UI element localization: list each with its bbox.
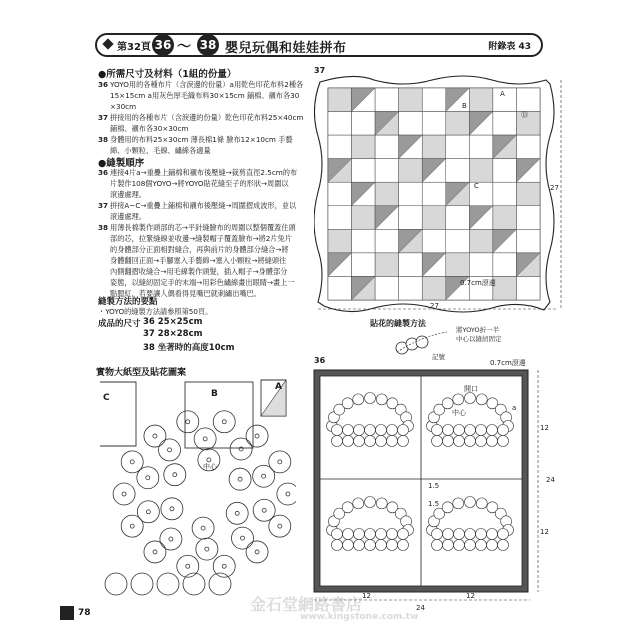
quilt-36-yoyo (465, 497, 476, 508)
yoyo-center-dot (262, 474, 266, 478)
quilt-37-patch (352, 229, 376, 253)
pattern-a-triangle (261, 380, 286, 416)
yoyo-pattern-diagram (96, 376, 296, 602)
quilt-36-yoyo (376, 540, 387, 551)
yoyo-center-dot (286, 492, 290, 496)
quilt-36-yoyo (465, 540, 476, 551)
quilt-36-yoyo (398, 425, 409, 436)
steps-line: 36 連接4片a→重疊上鋪棉和襯布後壓縫→裁剪直徑2.5cm的布 (98, 168, 298, 177)
quilt-36-yoyo (498, 529, 509, 540)
quilt-37-patch (493, 253, 517, 277)
quilt-36-yoyo (476, 425, 487, 436)
quilt-36-yoyo (453, 394, 464, 405)
quilt-36-yoyo (398, 529, 409, 540)
quilt-36-yoyo (354, 425, 365, 436)
quilt-36-yoyo (376, 498, 387, 509)
quilt-37-label-b: B (462, 102, 467, 110)
pattern-label-c: C (103, 393, 110, 403)
quilt-37-patch (328, 182, 352, 206)
applique-note-3: 記號 (432, 353, 445, 361)
quilt-36-yoyo (387, 436, 398, 447)
quilt-36-yoyo (498, 540, 509, 551)
quilt-36-dim-15a: 1.5 (428, 482, 440, 490)
quilt-37-patch (493, 159, 517, 183)
yoyo-center-dot (235, 511, 239, 515)
yoyo-circle (164, 464, 186, 486)
quilt-36-yoyo (343, 425, 354, 436)
steps-line: 片製作108個YOYO→將YOYO貼花縫至子的形狀→周圍以 (110, 179, 289, 188)
steps-list (98, 167, 308, 299)
yoyo-center-dot (186, 564, 190, 568)
quilt-36-yoyo (354, 436, 365, 447)
yoyo-circle (213, 411, 235, 433)
steps-line: 內側翻摺收縫合→用毛線製作頭髮，插入帽子→身體部分 (110, 267, 288, 276)
quilt-37-patch (446, 112, 470, 136)
quilt-37-patch (446, 159, 470, 183)
quilt-37-patch (422, 206, 446, 230)
quilt-36-dim-12b: 12 (540, 528, 549, 536)
yoyo-circle (144, 425, 166, 447)
quilt-36-yoyo (365, 393, 376, 404)
yoyo-center-dot (205, 547, 209, 551)
yoyo-center-dot (146, 476, 150, 480)
quilt-37-patch (328, 135, 352, 159)
quilt-36-yoyo (487, 436, 498, 447)
steps-line: 身體翻回正面→手腳塞入手藝綿→塞入小顆粒→將縫頭往 (110, 256, 287, 265)
page-title: 嬰兒玩偶和娃娃拼布 (225, 41, 347, 56)
steps-line: 的身體部分正面相對縫合，再與前片的身體部分縫合→將 (110, 245, 289, 254)
quilt-37-patch (516, 112, 540, 136)
quilt-37-patch (516, 229, 540, 253)
quilt-37-patch (493, 112, 517, 136)
quilt-36-dim-12c: 12 (362, 592, 371, 600)
quilt-37-patch (422, 88, 446, 112)
tips-text: ・YOYO的縫製方法請參照第50頁。 (98, 307, 213, 316)
yoyo-center-dot (222, 564, 226, 568)
yoyo-center-dot (201, 526, 205, 530)
yoyo-center-dot (278, 460, 282, 464)
quilt-36-dim-15b: 1.5 (428, 500, 440, 508)
materials-line: 15×15cm a用灰色厚毛織布料30×15cm 鋪棉、襯布各30 (110, 91, 300, 100)
quilt-37-patchwork (328, 88, 540, 300)
steps-line: 38 用薄長棉製作頭部的芯→平針縫臉布的周圍以整個覆蓋住頭 (98, 223, 296, 232)
yoyo-circle (105, 573, 127, 595)
appendix-reference: 附錄表 43 (488, 42, 531, 52)
quilt-37-patch (469, 135, 493, 159)
quilt-37-patch (516, 135, 540, 159)
yoyo-circles (105, 411, 296, 595)
size-36: 36 25×25cm (143, 317, 203, 327)
quilt-37-label-13: ⑬ (521, 111, 528, 119)
quilt-36-yoyo (432, 540, 443, 551)
quilt-36-yoyo (376, 394, 387, 405)
yoyo-circle (277, 483, 296, 505)
quilt-36-yoyo (365, 497, 376, 508)
pattern-center-label: 中心 (203, 463, 217, 471)
pattern-label-a: A (275, 382, 282, 392)
yoyo-circle (229, 468, 251, 490)
quilt-37-patch (375, 159, 399, 183)
quilt-37-patch (422, 112, 446, 136)
quilt-36-yoyo (387, 425, 398, 436)
quilt-37-patch (399, 253, 423, 277)
quilt-36-yoyo (442, 502, 453, 513)
applique-note-1: 將YOYO折一半 (456, 326, 500, 334)
quilt-37-label-c: C (474, 182, 479, 190)
steps-line: 滾邊處理。 (110, 190, 146, 199)
tips-heading: 縫製方法的要點 (98, 297, 158, 307)
sizes-heading: 成品的尺寸 (98, 319, 141, 329)
quilt-37-patch (493, 206, 517, 230)
yoyo-circle (113, 483, 135, 505)
quilt-36-yoyo (443, 425, 454, 436)
quilt-37-patch (328, 112, 352, 136)
yoyo-circle (192, 517, 214, 539)
quilt-36-yoyo (376, 425, 387, 436)
quilt-36-yoyo (354, 529, 365, 540)
yoyo-circle (137, 467, 159, 489)
pattern-c-frame (100, 382, 136, 446)
quilt-37-patch (352, 253, 376, 277)
quilt-36-center: 中心 (452, 409, 466, 417)
quilt-36-yoyo (443, 436, 454, 447)
quilt-36-yoyo (443, 529, 454, 540)
quilt-36-yoyo (453, 498, 464, 509)
quilt-36-yoyo (332, 540, 343, 551)
quilt-36-yoyo (332, 436, 343, 447)
quilt-36-yoyo (443, 540, 454, 551)
yoyo-center-dot (170, 507, 174, 511)
quilt-36-yoyo (432, 529, 443, 540)
diamond-bullet-icon (102, 38, 113, 49)
yoyo-center-dot (278, 524, 282, 528)
watermark-url: www.kingstone.com.tw (300, 612, 419, 622)
yoyo-circle (161, 498, 183, 520)
quilt-36-yoyo (465, 529, 476, 540)
materials-list (98, 79, 308, 156)
quilt-37-patch (328, 206, 352, 230)
yoyo-circle (194, 428, 216, 450)
quilt-37-patch (352, 135, 376, 159)
quilt-36-dim-12a: 12 (540, 424, 549, 432)
quilt-37-patch (328, 229, 352, 253)
quilt-36-yoyo (376, 529, 387, 540)
quilt-37-patch (493, 276, 517, 300)
quilt-37-patch (422, 229, 446, 253)
yoyo-circle (183, 573, 205, 595)
quilt-36-yoyo (487, 425, 498, 436)
quilt-36-yoyo (465, 436, 476, 447)
quilt-37-patch (399, 182, 423, 206)
quilt-37-label-a: A (500, 90, 505, 98)
quilt-36-dim-12d: 12 (466, 592, 475, 600)
yoyo-circle (144, 541, 166, 563)
quilt-37-patch (399, 88, 423, 112)
steps-line: 37 拼接A~C→重疊上鋪棉和襯布後壓縫→周圍摺成波形，並以 (98, 201, 297, 210)
quilt-36-yoyo (365, 540, 376, 551)
quilt-37-patch (422, 182, 446, 206)
yoyo-circle (230, 438, 252, 460)
quilt-37-patch (422, 276, 446, 300)
quilt-37-patch (399, 276, 423, 300)
yoyo-circle (246, 541, 268, 563)
quilt-36-binding: 0.7cm滾邊 (490, 359, 526, 367)
quilt-37-width: 27 (430, 302, 439, 310)
quilt-36-yoyo (432, 425, 443, 436)
quilt-36-yoyo (476, 529, 487, 540)
pattern-heading: 實物大紙型及貼花圖案 (96, 368, 187, 378)
quilt-37-patch (516, 206, 540, 230)
quilt-36-yoyo (454, 436, 465, 447)
yoyo-circle (177, 555, 199, 577)
yoyo-center-dot (169, 537, 173, 541)
quilt-36-yoyo (353, 394, 364, 405)
quilt-37-patch (493, 182, 517, 206)
quilt-37-patch (399, 112, 423, 136)
yoyo-center-dot (153, 550, 157, 554)
steps-line: 部的芯，拉緊縫線並收邊→縫製帽子覆蓋臉布→將2片兔片 (110, 234, 292, 243)
yoyo-center-dot (130, 524, 134, 528)
page-reference-label: 第32頁 (117, 42, 151, 53)
quilt-37-patch (469, 88, 493, 112)
quilt-36-label: 36 (314, 356, 326, 365)
steps-line: 滾邊處理。 (110, 212, 146, 221)
quilt-36-yoyo (432, 436, 443, 447)
quilt-37-patch (328, 276, 352, 300)
steps-line: 點腮紅，若要讓人偶看得見嘴巴就刺繡出嘴巴。 (110, 289, 261, 298)
quilt-37-width-dimension (316, 305, 558, 313)
start-number-badge: 36 (152, 34, 174, 56)
applique-note-2: 中心以縫紉固定 (456, 335, 502, 343)
yoyo-circle (157, 573, 179, 595)
quilt-36-yoyo (376, 436, 387, 447)
yoyo-center-dot (255, 434, 259, 438)
quilt-36-yoyo (487, 540, 498, 551)
yoyo-center-dot (122, 492, 126, 496)
quilt-37-height-dimension (557, 78, 565, 312)
quilt-36-yoyo (365, 436, 376, 447)
quilt-36-yoyo (498, 436, 509, 447)
yoyo-circle (177, 411, 199, 433)
quilt-36-yoyo (332, 425, 343, 436)
yoyo-center-dot (168, 448, 172, 452)
quilt-37-patch (375, 276, 399, 300)
quilt-37-patch (446, 135, 470, 159)
applique-method-heading: 貼花的縫製方法 (370, 319, 426, 328)
quilt-36-yoyo (343, 529, 354, 540)
quilt-36-yoyo (332, 529, 343, 540)
quilt-37-patch (352, 206, 376, 230)
quilt-37-patch (516, 182, 540, 206)
materials-line: 綿、小顆粒、毛線、繡線各適量 (110, 146, 211, 155)
quilt-37-height: 27 (550, 184, 559, 192)
quilt-37-patch (446, 253, 470, 277)
materials-line: 鋪棉、襯布各30×30cm (110, 124, 189, 133)
quilt-36-yoyo (487, 529, 498, 540)
steps-heading: ●縫製順序 (98, 158, 145, 169)
quilt-37-patch (516, 276, 540, 300)
yoyo-center-dot (262, 508, 266, 512)
quilt-36-yoyo (342, 502, 353, 513)
yoyo-center-dot (240, 536, 244, 540)
quilt-36-yoyo (454, 540, 465, 551)
quilt-36-dim-24h: 24 (416, 604, 425, 612)
quilt-37-patch (399, 206, 423, 230)
quilt-36-yoyo (365, 425, 376, 436)
size-37: 37 28×28cm (143, 329, 203, 339)
quilt-36-yoyo (398, 540, 409, 551)
quilt-36-yoyo (387, 529, 398, 540)
quilt-37-patch (375, 88, 399, 112)
materials-line: 38 身體用的布料25×30cm 薄長棉1條 臉布12×10cm 手藝 (98, 135, 293, 144)
end-number-badge: 38 (197, 34, 219, 56)
quilt-36-yoyo (498, 425, 509, 436)
yoyo-center-dot (173, 473, 177, 477)
quilt-37-patch (469, 253, 493, 277)
quilt-36-yoyo (476, 540, 487, 551)
quilt-37-patch (375, 229, 399, 253)
quilt-36-a: a (512, 404, 517, 412)
quilt-37-patch (399, 159, 423, 183)
yoyo-center-dot (238, 477, 242, 481)
quilt-37-patch (352, 112, 376, 136)
yoyo-circle (160, 528, 182, 550)
quilt-37-patch (469, 229, 493, 253)
quilt-36-yoyo (354, 540, 365, 551)
quilt-37-patch (328, 88, 352, 112)
yoyo-circle (253, 499, 275, 521)
yoyo-center-dot (255, 550, 259, 554)
quilt-36-yoyo (343, 540, 354, 551)
materials-heading: ●所需尺寸及材料（1組的份量） (98, 69, 237, 80)
quilt-37-patch (469, 159, 493, 183)
yoyo-circle (226, 502, 248, 524)
quilt-36-yoyo (387, 540, 398, 551)
materials-line: 36 YOYO用的各種布片（含淚邊的份量）a用乾色印花布料2種各 (98, 80, 304, 89)
watermark-logo: 金石堂網路書店 (250, 595, 363, 614)
materials-line: 37 拼接用的各種布片（含淚邊的份量）乾色印花布料25×40cm (98, 113, 304, 122)
yoyo-center-dot (222, 420, 226, 424)
quilt-36-yoyo (454, 425, 465, 436)
yoyo-circle (137, 501, 159, 523)
yoyo-circle (253, 465, 275, 487)
quilt-37-patch (469, 182, 493, 206)
quilt-36-yoyo (353, 498, 364, 509)
quilt-36-yoyo (465, 393, 476, 404)
pattern-label-b: B (211, 389, 218, 399)
quilt-36-yoyo (365, 529, 376, 540)
quilt-37-patch (446, 206, 470, 230)
quilt-36-diagram (310, 366, 532, 596)
quilt-37-binding: 0.7cm滾邊 (460, 279, 496, 287)
yoyo-circle (246, 425, 268, 447)
quilt-36-yoyo (476, 498, 487, 509)
yoyo-center-dot (153, 434, 157, 438)
quilt-37-patch (516, 88, 540, 112)
yoyo-center-dot (203, 437, 207, 441)
quilt-37-patch (422, 135, 446, 159)
quilt-36-yoyo (342, 398, 353, 409)
quilt-36-yoyo (476, 436, 487, 447)
yoyo-circle (131, 573, 153, 595)
quilt-37-patch (375, 135, 399, 159)
yoyo-center-dot (130, 460, 134, 464)
yoyo-center-dot (146, 510, 150, 514)
quilt-36-yoyo (398, 436, 409, 447)
quilt-37-patch (375, 253, 399, 277)
page-header-banner (95, 33, 543, 57)
yoyo-center-dot (186, 420, 190, 424)
quilt-36-height-dimension (534, 368, 542, 594)
quilt-36-opening: 開口 (464, 385, 478, 393)
quilt-37-patch (446, 229, 470, 253)
yoyo-circle (231, 527, 253, 549)
yoyo-circle (196, 538, 218, 560)
quilt-37-patch (352, 159, 376, 183)
quilt-36-yoyo (454, 529, 465, 540)
quilt-37-label: 37 (314, 66, 326, 75)
quilt-36-yoyo (465, 425, 476, 436)
materials-line: ×30cm (110, 102, 137, 111)
size-38: 38 坐著時的高度10cm (143, 343, 235, 353)
quilt-36-yoyo (343, 436, 354, 447)
quilt-36-dim-24v: 24 (546, 476, 555, 484)
page-number: 78 (78, 608, 91, 618)
quilt-36-yoyo (476, 394, 487, 405)
page-number-marker (60, 606, 74, 620)
steps-line: 姿態，以縫紉固定手的末端→用彩色繡線畫出眼睛→畫上一 (110, 278, 295, 287)
range-tilde: ～ (177, 39, 191, 55)
quilt-37-patch (375, 182, 399, 206)
yoyo-circle (159, 439, 181, 461)
